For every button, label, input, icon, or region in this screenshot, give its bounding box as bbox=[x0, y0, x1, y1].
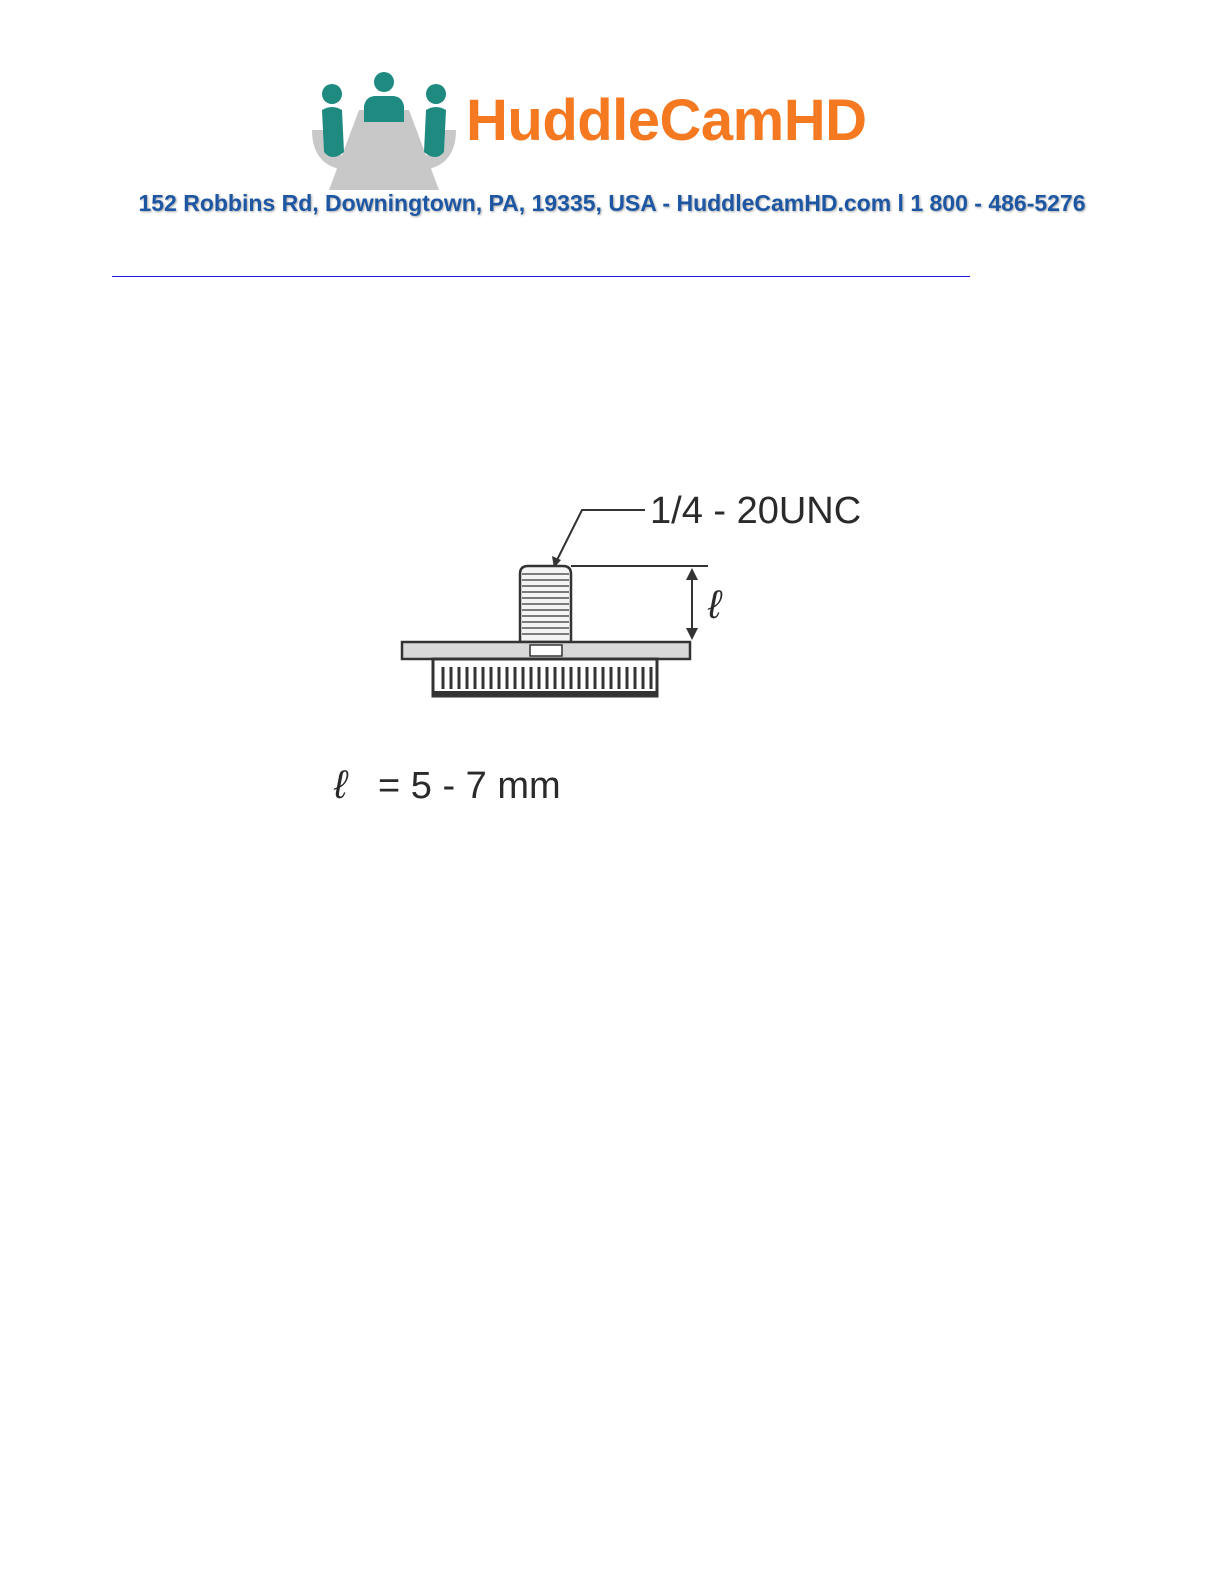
plate-hole bbox=[530, 645, 562, 656]
length-symbol: ℓ bbox=[708, 583, 721, 627]
people-around-table-icon bbox=[304, 70, 464, 192]
page-header bbox=[0, 0, 1224, 300]
mounting-screw-diagram bbox=[320, 470, 920, 840]
screw-shaft bbox=[520, 566, 571, 642]
dimension-arrowhead-down bbox=[686, 628, 698, 640]
header-divider bbox=[112, 276, 970, 277]
length-spec-symbol: ℓ bbox=[334, 763, 347, 807]
company-address-line: 152 Robbins Rd, Downingtown, PA, 19335, USA - HuddleCamHD.com l 1 800 - 486-5276 bbox=[138, 190, 1086, 216]
length-spec-value: = 5 - 7 mm bbox=[378, 765, 561, 807]
thread-label: 1/4 - 20UNC bbox=[650, 490, 862, 532]
huddlecamhd-logo bbox=[304, 70, 924, 192]
screw-diagram-svg bbox=[320, 470, 920, 840]
dimension-arrowhead-up bbox=[686, 568, 698, 580]
brand-name: HuddleCamHD bbox=[466, 88, 867, 153]
knurled-knob bbox=[433, 659, 657, 696]
leader-line bbox=[556, 510, 645, 562]
